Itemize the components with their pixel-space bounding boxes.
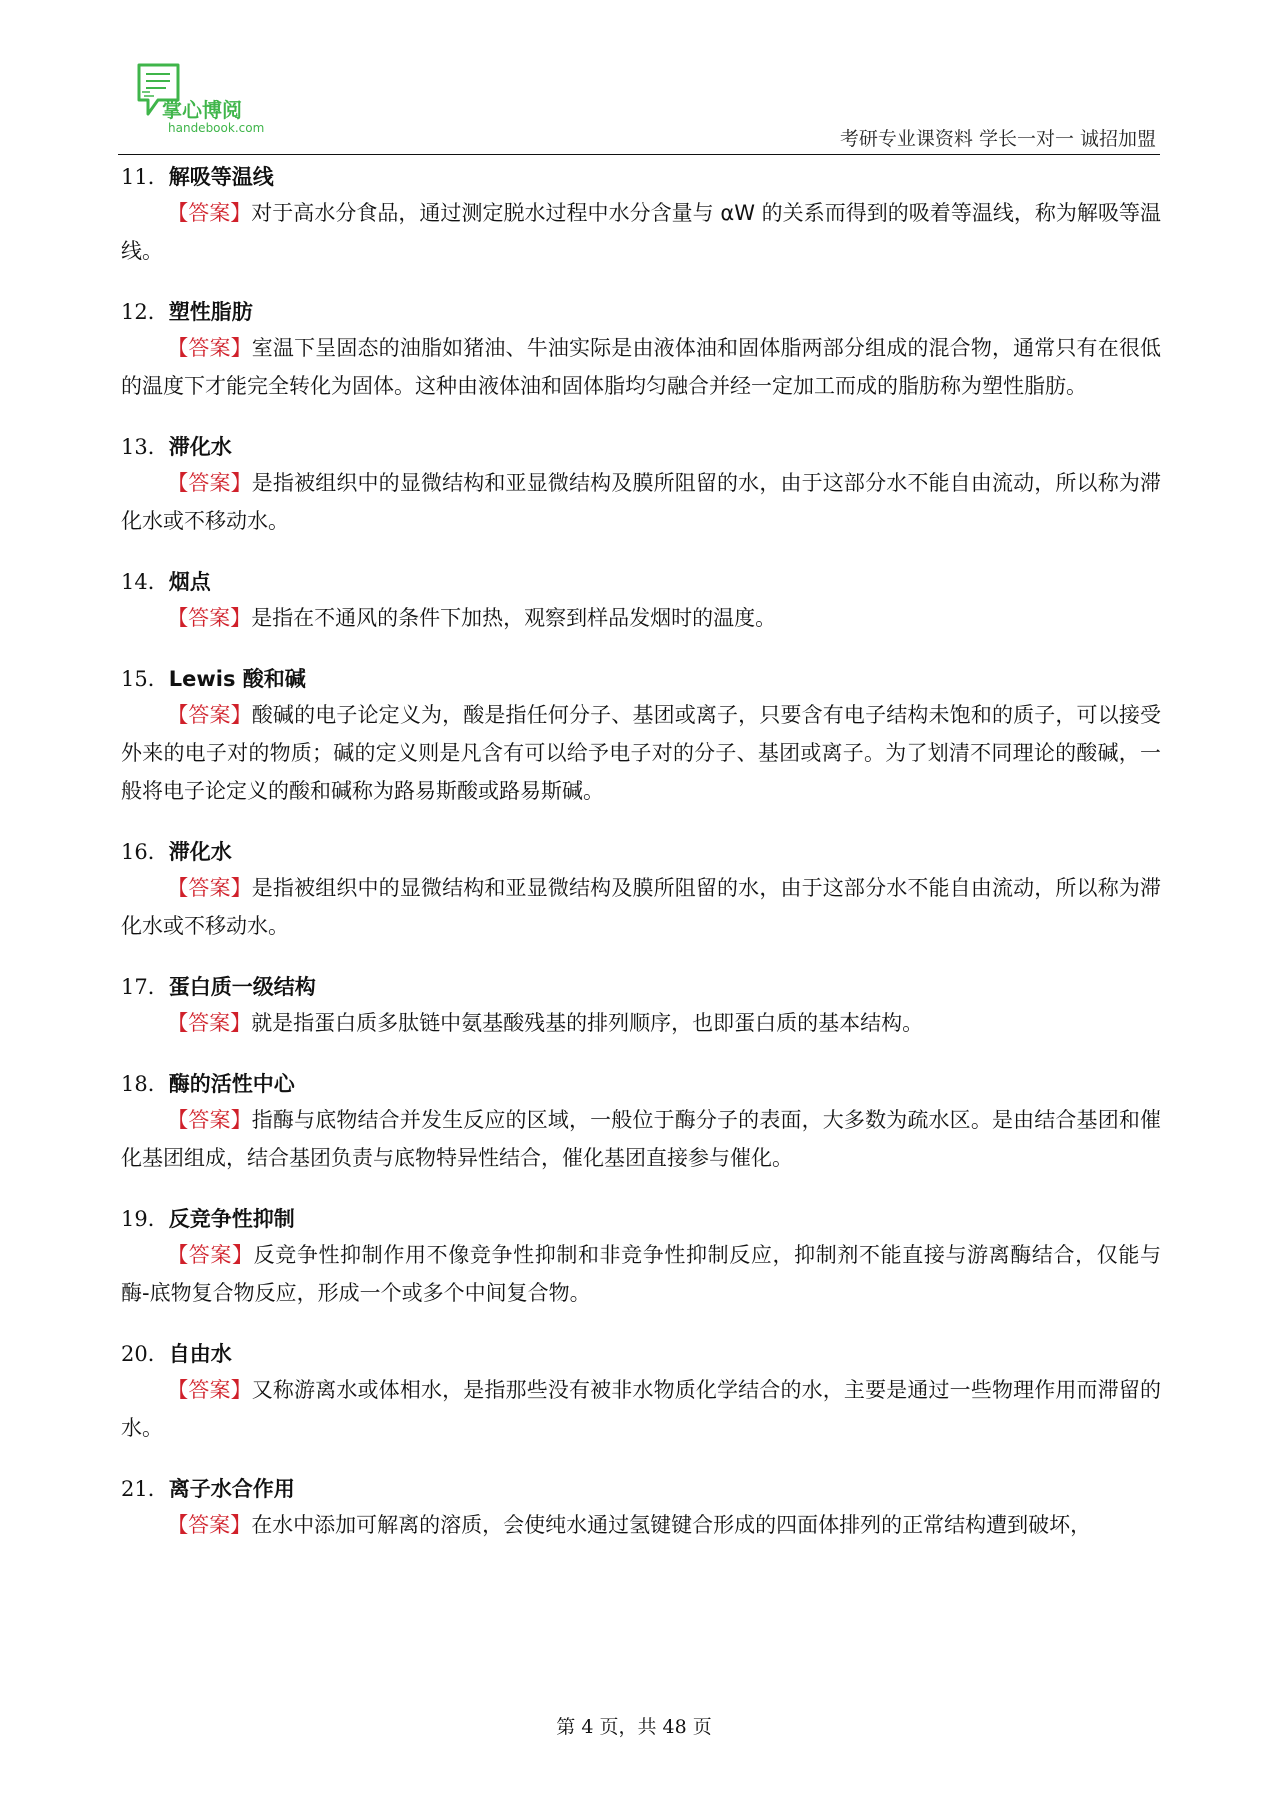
- glossary-entry: [121, 565, 1161, 637]
- entry-heading: [121, 1472, 1161, 1506]
- entry-heading: [121, 565, 1161, 599]
- answer-text: 对于高水分食品，通过测定脱水过程中水分含量与 αW 的关系而得到的吸着等温线，称为解吸等温线。: [121, 201, 1161, 263]
- answer-text: 是指在不通风的条件下加热，观察到样品发烟时的温度。: [251, 606, 777, 630]
- answer-text: 是指被组织中的显微结构和亚显微结构及膜所阻留的水，由于这部分水不能自由流动，所以称为滞化水或不移动水。: [121, 876, 1161, 938]
- answer-label: 【答案】: [167, 336, 252, 360]
- glossary-entry: [121, 662, 1161, 810]
- glossary-entry: [121, 1067, 1161, 1177]
- entry-term: 塑性脂肪: [168, 300, 253, 324]
- entry-term: 离子水合作用: [168, 1477, 295, 1501]
- page-number: 第 4 页，共 48 页: [556, 1716, 712, 1738]
- entry-heading: [121, 1202, 1161, 1236]
- entry-term: 反竞争性抑制: [168, 1207, 295, 1231]
- answer-text: 又称游离水或体相水，是指那些没有被非水物质化学结合的水，主要是通过一些物理作用而滞留的水。: [121, 1378, 1161, 1440]
- entry-term: 烟点: [168, 570, 211, 594]
- answer-text: 酸碱的电子论定义为，酸是指任何分子、基团或离子，只要含有电子结构未饱和的质子，可以接受外来的电子对的物质；碱的定义则是凡含有可以给予电子对的分子、基团或离子。为了划清不同理论的酸碱，一般将电子论定义的酸和碱称为路易斯酸或路易斯碱。: [121, 703, 1161, 803]
- glossary-entry: [121, 160, 1161, 270]
- entry-number: 11．: [121, 165, 169, 189]
- entry-number: 17．: [121, 975, 169, 999]
- answer-label: 【答案】: [167, 1243, 254, 1267]
- entry-answer: [121, 1371, 1161, 1447]
- answer-label: 【答案】: [167, 606, 252, 630]
- entry-answer: [121, 1506, 1161, 1544]
- entry-answer: [121, 869, 1161, 945]
- entry-answer: [121, 1101, 1161, 1177]
- entry-answer: [121, 599, 1161, 637]
- header-tagline: 考研专业课资料 学长一对一 诚招加盟: [839, 128, 1156, 150]
- entry-answer: [121, 464, 1161, 540]
- page-header: [0, 0, 1268, 160]
- answer-label: 【答案】: [167, 1513, 252, 1537]
- answer-label: 【答案】: [167, 471, 252, 495]
- entry-number: 18．: [121, 1072, 169, 1096]
- entry-heading: [121, 295, 1161, 329]
- glossary-entry: [121, 1337, 1161, 1447]
- entry-heading: [121, 430, 1161, 464]
- entry-answer: [121, 696, 1161, 810]
- glossary-entry: [121, 970, 1161, 1042]
- answer-text: 是指被组织中的显微结构和亚显微结构及膜所阻留的水，由于这部分水不能自由流动，所以称为滞化水或不移动水。: [121, 471, 1161, 533]
- header-divider: [118, 154, 1160, 155]
- entry-number: 19．: [121, 1207, 169, 1231]
- answer-text: 就是指蛋白质多肽链中氨基酸残基的排列顺序，也即蛋白质的基本结构。: [251, 1011, 924, 1035]
- entry-heading: [121, 160, 1161, 194]
- entry-heading: [121, 1337, 1161, 1371]
- glossary-entry: [121, 430, 1161, 540]
- entry-number: 20．: [121, 1342, 169, 1366]
- entry-answer: [121, 1004, 1161, 1042]
- entry-term: 解吸等温线: [168, 165, 274, 189]
- entry-term: 蛋白质一级结构: [168, 975, 316, 999]
- entry-number: 12．: [121, 300, 169, 324]
- answer-label: 【答案】: [167, 1108, 252, 1132]
- answer-label: 【答案】: [167, 201, 252, 225]
- entry-term: 自由水: [168, 1342, 232, 1366]
- entry-answer: [121, 194, 1161, 270]
- entry-number: 15．: [121, 667, 169, 691]
- entry-term: 滞化水: [168, 435, 232, 459]
- glossary-entry: [121, 1472, 1161, 1544]
- entry-heading: [121, 1067, 1161, 1101]
- answer-label: 【答案】: [167, 1011, 252, 1035]
- entry-term: Lewis 酸和碱: [168, 667, 306, 691]
- answer-text: 反竞争性抑制作用不像竞争性抑制和非竞争性抑制反应，抑制剂不能直接与游离酶结合，仅能与酶-底物复合物反应，形成一个或多个中间复合物。: [121, 1243, 1162, 1305]
- entry-number: 21．: [121, 1477, 169, 1501]
- glossary-entry: [121, 835, 1161, 945]
- logo-url: handebook.com: [168, 121, 265, 135]
- handebook-logo: [136, 62, 286, 146]
- entry-term: 滞化水: [168, 840, 232, 864]
- answer-label: 【答案】: [167, 703, 252, 727]
- answer-label: 【答案】: [167, 1378, 252, 1402]
- entry-heading: [121, 662, 1161, 696]
- logo-name: 掌心博阅: [162, 98, 242, 122]
- answer-text: 在水中添加可解离的溶质，会使纯水通过氢键键合形成的四面体排列的正常结构遭到破坏，: [251, 1513, 1092, 1537]
- entry-term: 酶的活性中心: [168, 1072, 295, 1096]
- entry-number: 14．: [121, 570, 169, 594]
- glossary-entry: [121, 295, 1161, 405]
- answer-text: 指酶与底物结合并发生反应的区域，一般位于酶分子的表面，大多数为疏水区。是由结合基团和催化基团组成，结合基团负责与底物特异性结合，催化基团直接参与催化。: [121, 1108, 1161, 1170]
- glossary-list: [121, 160, 1161, 1569]
- entry-answer: [121, 1236, 1161, 1312]
- entry-heading: [121, 835, 1161, 869]
- entry-number: 13．: [121, 435, 169, 459]
- answer-label: 【答案】: [167, 876, 252, 900]
- answer-text: 室温下呈固态的油脂如猪油、牛油实际是由液体油和固体脂两部分组成的混合物，通常只有在很低的温度下才能完全转化为固体。这种由液体油和固体脂均匀融合并经一定加工而成的脂肪称为塑性脂肪。: [121, 336, 1161, 398]
- entry-heading: [121, 970, 1161, 1004]
- glossary-entry: [121, 1202, 1161, 1312]
- entry-number: 16．: [121, 840, 169, 864]
- entry-answer: [121, 329, 1161, 405]
